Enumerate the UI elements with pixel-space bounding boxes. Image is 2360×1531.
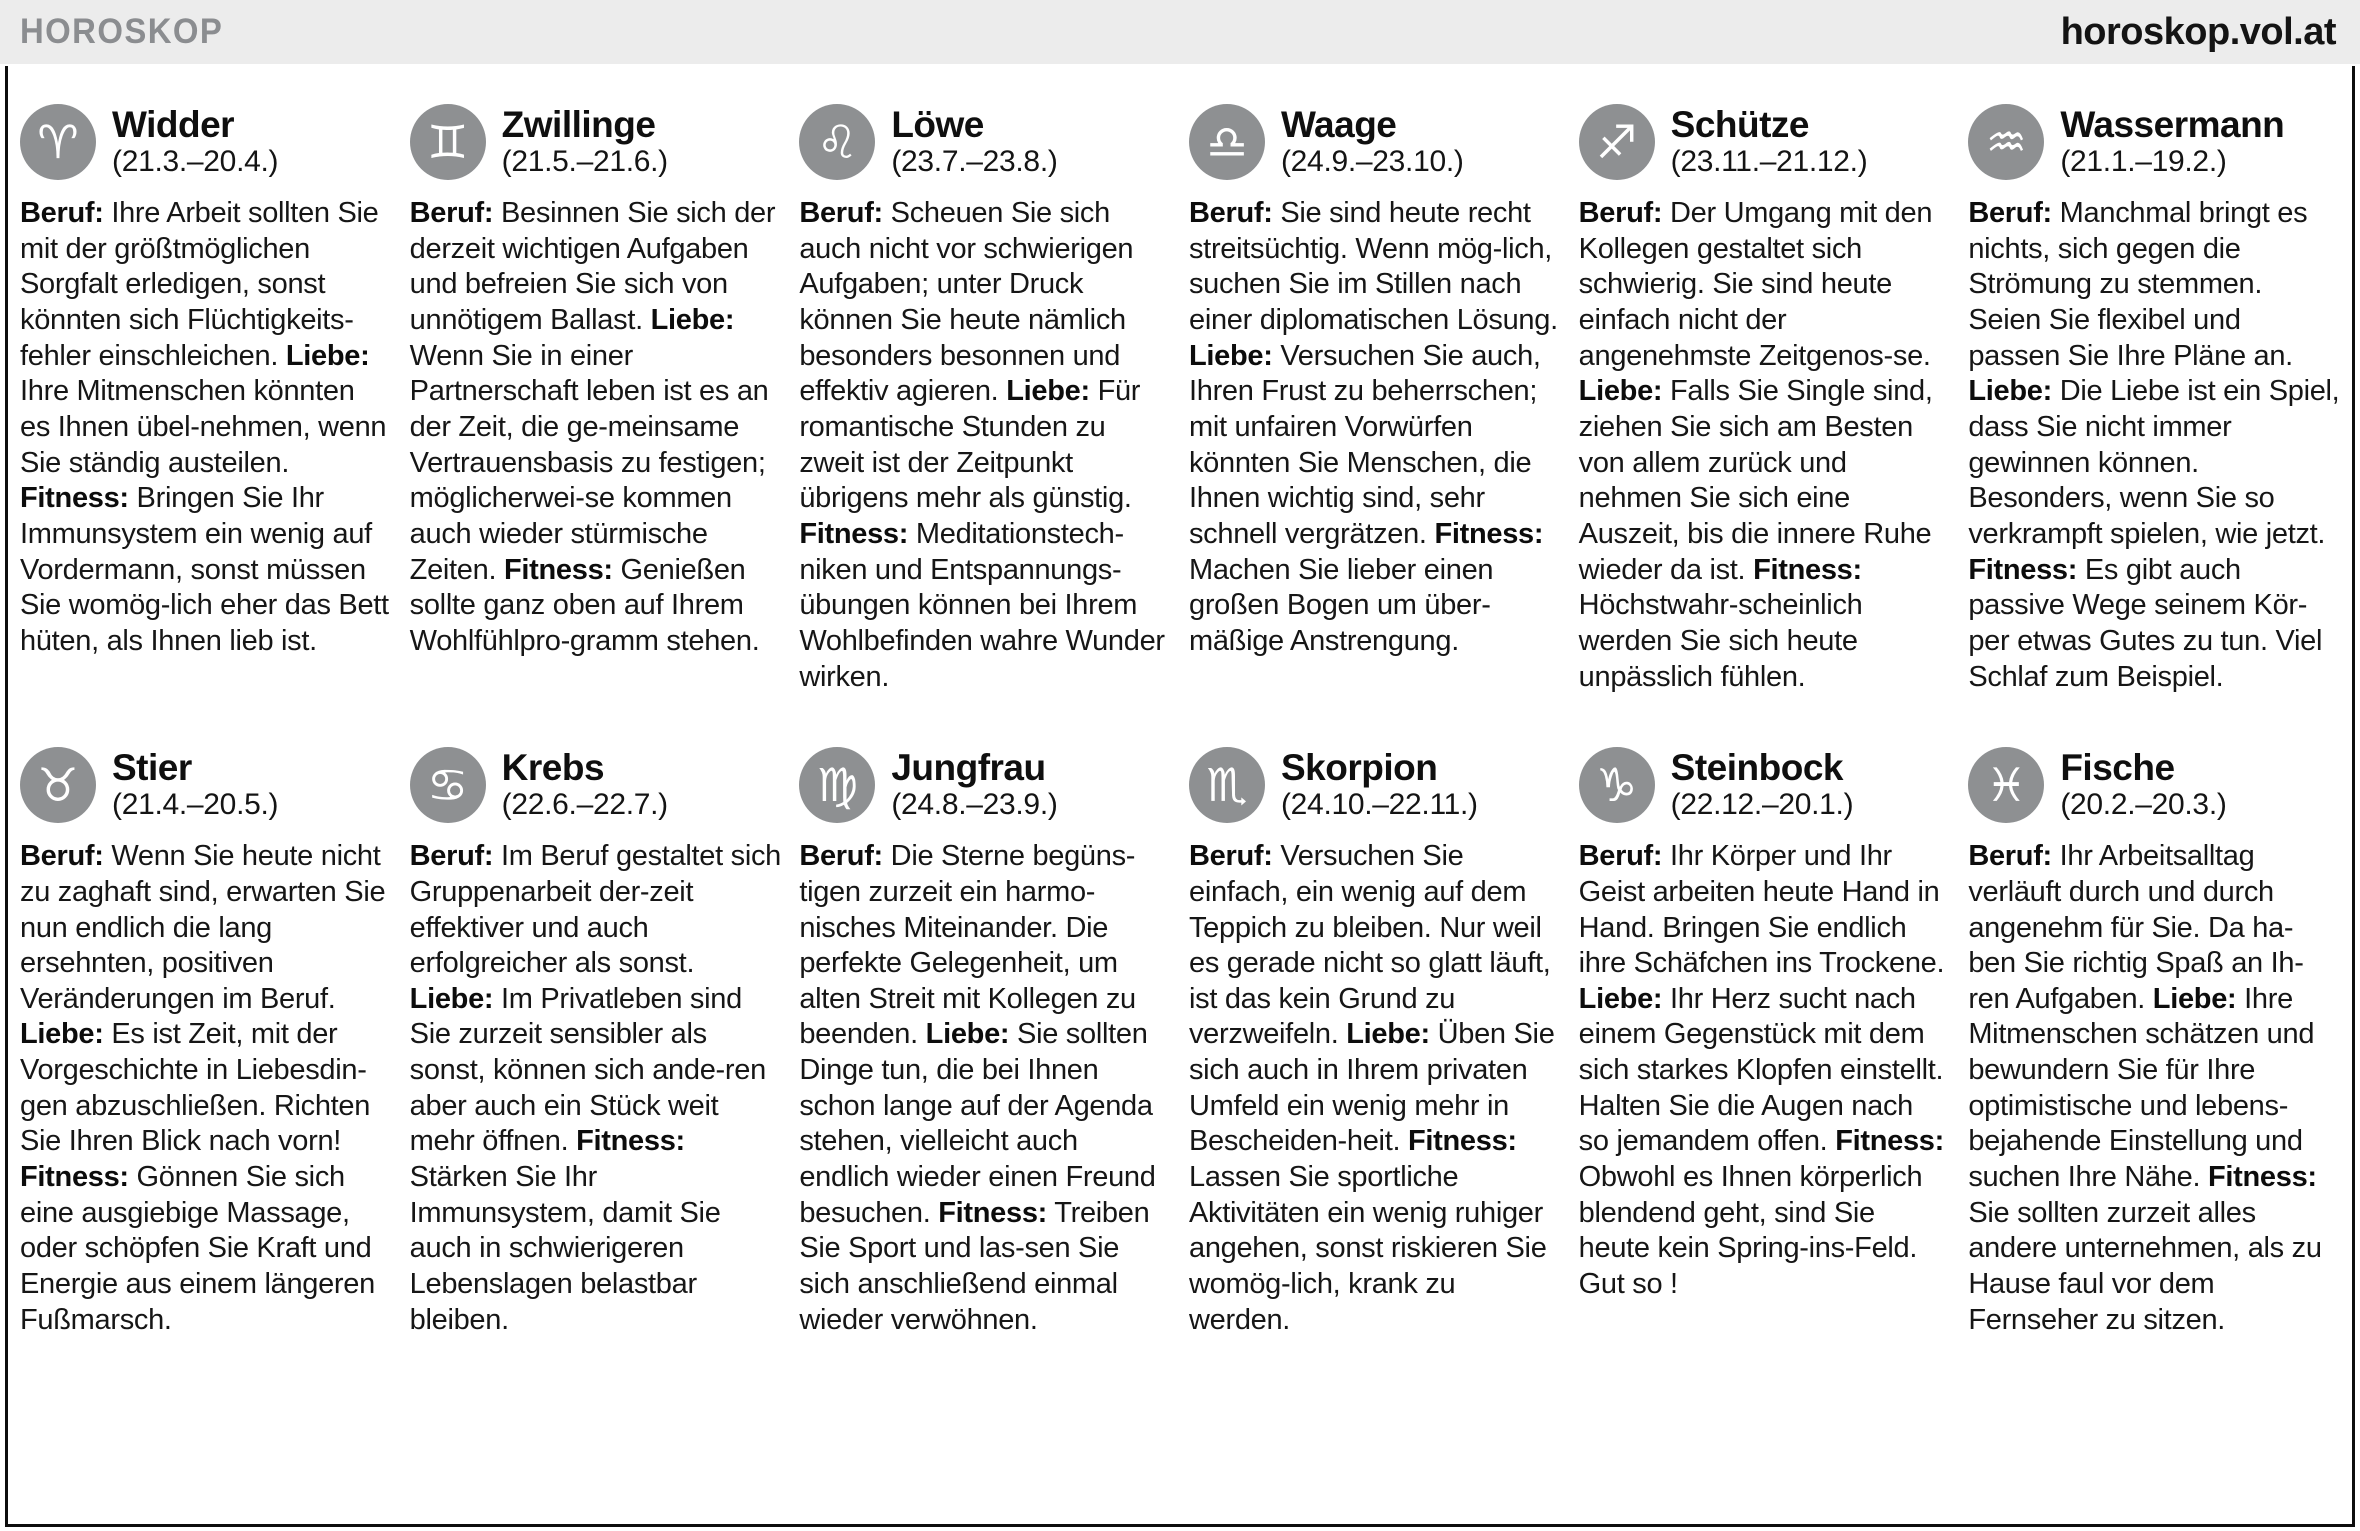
section-text: Stärken Sie Ihr Immunsystem, damit Sie auch in schwierigeren Lebenslagen belastbar bleiben.	[409, 1161, 721, 1336]
section-label: Beruf:	[1968, 840, 2052, 873]
section-label: Fitness:	[20, 1161, 129, 1194]
zodiac-card	[1579, 104, 1951, 695]
zodiac-symbol-glyph: ♈	[37, 115, 79, 169]
section-text: Gönnen Sie sich eine ausgiebige Massage, oder schöpfen Sie Kraft und Energie aus einem längeren Fußmarsch.	[20, 1161, 375, 1336]
taurus-bull-icon	[20, 747, 96, 823]
zodiac-card	[20, 747, 392, 1338]
virgo-maiden-icon	[799, 747, 875, 823]
zodiac-symbol-glyph: ♉	[37, 758, 79, 813]
section-text: Es gibt auch passive Wege seinem Kör-per etwas Gutes zu tun. Viel Schlaf zum Beispiel.	[1968, 553, 2323, 693]
zodiac-dates: (21.4.–20.5.)	[112, 788, 279, 822]
section-text: Für romantische Stunden zu zweit ist der Zeitpunkt übrigens mehr als günstig.	[799, 375, 1141, 515]
page-header	[0, 0, 2360, 64]
pisces-fish-icon	[1968, 747, 2044, 823]
section-label: Beruf:	[409, 197, 494, 229]
horoscope-text	[1189, 839, 1561, 1338]
zodiac-titles	[112, 105, 278, 179]
horoscope-text	[410, 839, 782, 1338]
section-text: Wenn Sie heute nicht zu zaghaft sind, erwarten Sie nun endlich die lang ersehnten, positiven Veränderungen im Beruf.	[20, 840, 386, 1015]
zodiac-card-header	[1968, 104, 2340, 180]
section-label: Fitness:	[1407, 1125, 1517, 1158]
zodiac-name: Löwe	[891, 104, 984, 146]
section-label: Liebe:	[20, 1018, 104, 1051]
zodiac-card-header	[1579, 747, 1951, 823]
zodiac-symbol-glyph: ♐	[1596, 115, 1638, 169]
zodiac-card-header	[1189, 104, 1561, 180]
section-text: Im Privatleben sind Sie zurzeit sensibler als sonst, können sich ande-ren aber auch ein Stück weit mehr öffnen.	[409, 982, 766, 1158]
zodiac-symbol-glyph: ♌	[816, 115, 858, 169]
section-label: Fitness:	[2207, 1161, 2317, 1194]
section-text: Obwohl es Ihnen körperlich blendend geht, sind Sie heute kein Spring-ins-Feld. Gut so !	[1578, 1161, 1923, 1301]
zodiac-card-header	[1579, 104, 1951, 180]
zodiac-dates: (22.12.–20.1.)	[1670, 788, 1854, 822]
aquarius-water-bearer-icon	[1968, 104, 2044, 180]
zodiac-name: Jungfrau	[891, 747, 1046, 789]
zodiac-titles	[1671, 105, 1868, 179]
zodiac-card	[1189, 104, 1561, 695]
aries-ram-icon	[20, 104, 96, 180]
zodiac-name: Zwillinge	[501, 104, 656, 146]
section-label: Beruf:	[799, 197, 883, 229]
section-label: Beruf:	[1578, 840, 1663, 873]
zodiac-symbol-glyph: ♎	[1206, 115, 1248, 169]
section-label: Liebe:	[1968, 375, 2052, 408]
section-label: Liebe:	[2152, 982, 2237, 1015]
zodiac-dates: (24.9.–23.10.)	[1280, 144, 1464, 178]
zodiac-symbol-glyph: ♏	[1206, 758, 1248, 813]
section-text: Meditationstech-niken und Entspannungs-übungen können bei Ihrem Wohlbefinden wahre Wunder wirken.	[799, 517, 1165, 693]
section-label: Fitness:	[20, 482, 129, 515]
section-text: Versuchen Sie einfach, ein wenig auf dem Teppich zu bleiben. Nur weil es gerade nicht so glatt läuft, ist das kein Grund zu verzweifeln.	[1188, 840, 1551, 1051]
zodiac-dates: (23.7.–23.8.)	[891, 144, 1058, 178]
section-text: Treiben Sie Sport und las-sen Sie sich anschließend einmal wieder verwöhnen.	[799, 1196, 1150, 1336]
zodiac-card-header	[410, 747, 782, 823]
horoscope-text	[1968, 839, 2340, 1338]
zodiac-symbol-glyph: ♍	[816, 758, 858, 813]
zodiac-card	[799, 104, 1171, 695]
section-text: Machen Sie lieber einen großen Bogen um über-mäßige Anstrengung.	[1188, 553, 1494, 657]
scorpio-scorpion-icon	[1189, 747, 1265, 823]
zodiac-card-header	[1968, 747, 2340, 823]
zodiac-symbol-glyph: ♊	[427, 115, 469, 169]
zodiac-name: Widder	[112, 104, 235, 146]
horoscope-text	[1579, 196, 1951, 695]
gemini-twins-icon	[410, 104, 486, 180]
zodiac-card	[410, 747, 782, 1338]
zodiac-card-header	[20, 104, 392, 180]
section-text: Falls Sie Single sind, ziehen Sie sich am Besten von allem zurück und nehmen Sie sich eine Auszeit, bis die innere Ruhe wieder da ist.	[1578, 375, 1933, 586]
section-label: Beruf:	[1188, 840, 1273, 873]
section-label: Liebe:	[925, 1018, 1010, 1051]
horoscope-text	[799, 839, 1171, 1338]
horoscope-text	[20, 196, 392, 660]
zodiac-card	[1579, 747, 1951, 1338]
section-text: Es ist Zeit, mit der Vorgeschichte in Liebesdin-gen abzuschließen. Richten Sie Ihren Blick nach vorn!	[20, 1018, 371, 1158]
section-label: Beruf:	[20, 840, 104, 873]
section-label: Fitness:	[576, 1125, 685, 1158]
zodiac-name: Stier	[112, 747, 192, 789]
zodiac-dates: (23.11.–21.12.)	[1670, 144, 1868, 178]
zodiac-titles	[891, 105, 1057, 179]
zodiac-dates: (21.5.–21.6.)	[501, 144, 668, 178]
zodiac-titles	[112, 748, 278, 822]
section-text: Scheuen Sie sich auch nicht vor schwierigen Aufgaben; unter Druck können Sie heute nämlich besonders besonnen und effektiv agieren.	[799, 197, 1134, 408]
zodiac-symbol-glyph: ♋	[427, 758, 469, 813]
section-label: Beruf:	[1188, 197, 1273, 229]
zodiac-name: Wassermann	[2060, 104, 2285, 146]
zodiac-dates: (24.10.–22.11.)	[1280, 788, 1478, 822]
zodiac-name: Skorpion	[1280, 747, 1438, 789]
page-title: HOROSKOP	[20, 12, 224, 51]
zodiac-dates: (20.2.–20.3.)	[2060, 788, 2227, 822]
sagittarius-archer-icon	[1579, 104, 1655, 180]
section-text: Besinnen Sie sich der derzeit wichtigen Aufgaben und befreien Sie sich von unnötigem Ballast.	[409, 197, 776, 336]
section-text: Sie sollten zurzeit alles andere unternehmen, als zu Hause faul vor dem Fernseher zu sitzen.	[1968, 1196, 2322, 1336]
section-text: Üben Sie sich auch in Ihrem privaten Umfeld ein wenig mehr in Bescheiden-heit.	[1188, 1018, 1555, 1158]
zodiac-symbol-glyph: ♓	[1985, 758, 2027, 813]
section-label: Liebe:	[1578, 982, 1663, 1015]
section-text: Sie sind heute recht streitsüchtig. Wenn mög-lich, suchen Sie im Stillen nach einer diplomatischen Lösung.	[1188, 197, 1558, 336]
section-label: Liebe:	[1346, 1018, 1430, 1051]
zodiac-titles	[502, 748, 668, 822]
zodiac-card	[1968, 747, 2340, 1338]
capricorn-goat-icon	[1579, 747, 1655, 823]
section-text: Genießen sollte ganz oben auf Ihrem Wohlfühlpro-gramm stehen.	[409, 553, 760, 657]
leo-lion-icon	[799, 104, 875, 180]
section-text: Im Beruf gestaltet sich Gruppenarbeit der-zeit effektiver und auch erfolgreicher als sonst.	[409, 840, 782, 980]
zodiac-name: Krebs	[501, 747, 605, 789]
section-label: Fitness:	[1434, 517, 1544, 550]
zodiac-name: Schütze	[1670, 104, 1810, 146]
zodiac-titles	[2060, 748, 2226, 822]
zodiac-titles	[1671, 748, 1854, 822]
section-text: Wenn Sie in einer Partnerschaft leben ist es an der Zeit, die ge-meinsame Vertrauensbasis zu festigen; möglicherwei-se kommen auch wieder stürmische Zeiten.	[409, 339, 769, 586]
zodiac-card-header	[799, 747, 1171, 823]
section-text: Ihr Arbeitsalltag verläuft durch und durch angenehm für Sie. Da ha-ben Sie richtig Spaß an Ih-ren Aufgaben.	[1968, 840, 2304, 1015]
section-text: Der Umgang mit den Kollegen gestaltet sich schwierig. Sie sind heute einfach nicht der angenehmste Zeitgenos-se.	[1578, 197, 1933, 372]
horoscope-text	[20, 839, 392, 1338]
section-label: Fitness:	[938, 1196, 1048, 1229]
section-text: Ihr Körper und Ihr Geist arbeiten heute Hand in Hand. Bringen Sie endlich ihre Schäfchen ins Trockene.	[1578, 840, 1945, 980]
zodiac-card	[20, 104, 392, 695]
zodiac-name: Waage	[1280, 104, 1397, 146]
libra-scales-icon	[1189, 104, 1265, 180]
section-label: Fitness:	[1968, 553, 2078, 586]
section-text: Ihre Mitmenschen schätzen und bewundern Sie für Ihre optimistische und lebens-bejahende Einstellung und suchen Ihre Nähe.	[1968, 982, 2315, 1194]
section-label: Beruf:	[1578, 197, 1663, 229]
zodiac-card	[1189, 747, 1561, 1338]
section-label: Liebe:	[285, 339, 370, 372]
section-label: Fitness:	[1835, 1125, 1944, 1158]
section-label: Liebe:	[1006, 375, 1090, 408]
zodiac-titles	[891, 748, 1057, 822]
section-label: Beruf:	[20, 197, 104, 229]
section-label: Beruf:	[409, 840, 494, 873]
section-text: Ihre Mitmenschen könnten es Ihnen übel-nehmen, wenn Sie ständig austeilen.	[20, 375, 387, 479]
section-label: Beruf:	[799, 840, 883, 873]
section-label: Liebe:	[650, 303, 735, 336]
section-label: Liebe:	[1578, 375, 1663, 408]
section-label: Fitness:	[503, 553, 613, 586]
cancer-crab-icon	[410, 747, 486, 823]
zodiac-card-header	[20, 747, 392, 823]
section-text: Bringen Sie Ihr Immunsystem ein wenig auf Vordermann, sonst müssen Sie womög-lich eher das Bett hüten, als Ihnen lieb ist.	[20, 482, 389, 657]
zodiac-dates: (22.6.–22.7.)	[501, 788, 668, 822]
zodiac-card-header	[799, 104, 1171, 180]
zodiac-titles	[1281, 105, 1464, 179]
zodiac-dates: (21.3.–20.4.)	[112, 144, 279, 178]
horoscope-panel	[5, 66, 2355, 1527]
zodiac-dates: (21.1.–19.2.)	[2060, 144, 2227, 178]
section-label: Fitness:	[1753, 553, 1862, 586]
horoscope-text	[1579, 839, 1951, 1303]
zodiac-grid	[20, 104, 2340, 1338]
horoscope-text	[1968, 196, 2340, 695]
section-text: Die Sterne begüns-tigen zurzeit ein harmo-nisches Miteinander. Die perfekte Gelegenheit, um alten Streit mit Kollegen zu beenden.	[799, 840, 1136, 1051]
section-label: Liebe:	[1188, 339, 1273, 372]
horoscope-text	[799, 196, 1171, 695]
section-label: Beruf:	[1968, 197, 2052, 229]
zodiac-symbol-glyph: ♑	[1596, 758, 1638, 813]
section-text: Ihr Herz sucht nach einem Gegenstück mit dem sich starkes Klopfen einstellt. Halten Sie die Augen nach so jemandem offen.	[1578, 982, 1944, 1158]
zodiac-card-header	[1189, 747, 1561, 823]
zodiac-name: Steinbock	[1670, 747, 1843, 789]
zodiac-card-header	[410, 104, 782, 180]
zodiac-titles	[502, 105, 668, 179]
section-text: Sie sollten Dinge tun, die bei Ihnen schon lange auf der Agenda stehen, vielleicht auch endlich wieder einen Freund besuchen.	[799, 1018, 1156, 1229]
site-url-text: horoskop.vol.at	[2060, 10, 2336, 53]
zodiac-titles	[2060, 105, 2284, 179]
section-text: Ihre Arbeit sollten Sie mit der größtmöglichen Sorgfalt erledigen, sonst könnten sich Flüchtigkeits-fehler einschleichen.	[20, 197, 379, 372]
section-text: Lassen Sie sportliche Aktivitäten ein wenig ruhiger angehen, sonst riskieren Sie womög-lich, krank zu werden.	[1188, 1161, 1547, 1336]
zodiac-name: Fische	[2060, 747, 2175, 789]
horoscope-text	[410, 196, 782, 660]
section-text: Manchmal bringt es nichts, sich gegen die Strömung zu stemmen. Seien Sie flexibel und passen Sie Ihre Pläne an.	[1968, 197, 2308, 372]
horoscope-text	[1189, 196, 1561, 660]
zodiac-symbol-glyph: ♒	[1985, 115, 2027, 169]
zodiac-card	[1968, 104, 2340, 695]
zodiac-titles	[1281, 748, 1478, 822]
zodiac-card	[799, 747, 1171, 1338]
section-text: Die Liebe ist ein Spiel, dass Sie nicht immer gewinnen können. Besonders, wenn Sie so verkrampft spielen, wie jetzt.	[1968, 375, 2340, 550]
section-label: Liebe:	[409, 982, 494, 1015]
section-text: Versuchen Sie auch, Ihren Frust zu beherrschen; mit unfairen Vorwürfen könnten Sie Menschen, die Ihnen wichtig sind, sehr schnell vergrätzen.	[1188, 339, 1541, 550]
section-label: Fitness:	[799, 517, 909, 550]
zodiac-card	[410, 104, 782, 695]
section-text: Höchstwahr-scheinlich werden Sie sich heute unpässlich fühlen.	[1578, 589, 1863, 693]
zodiac-dates: (24.8.–23.9.)	[891, 788, 1058, 822]
